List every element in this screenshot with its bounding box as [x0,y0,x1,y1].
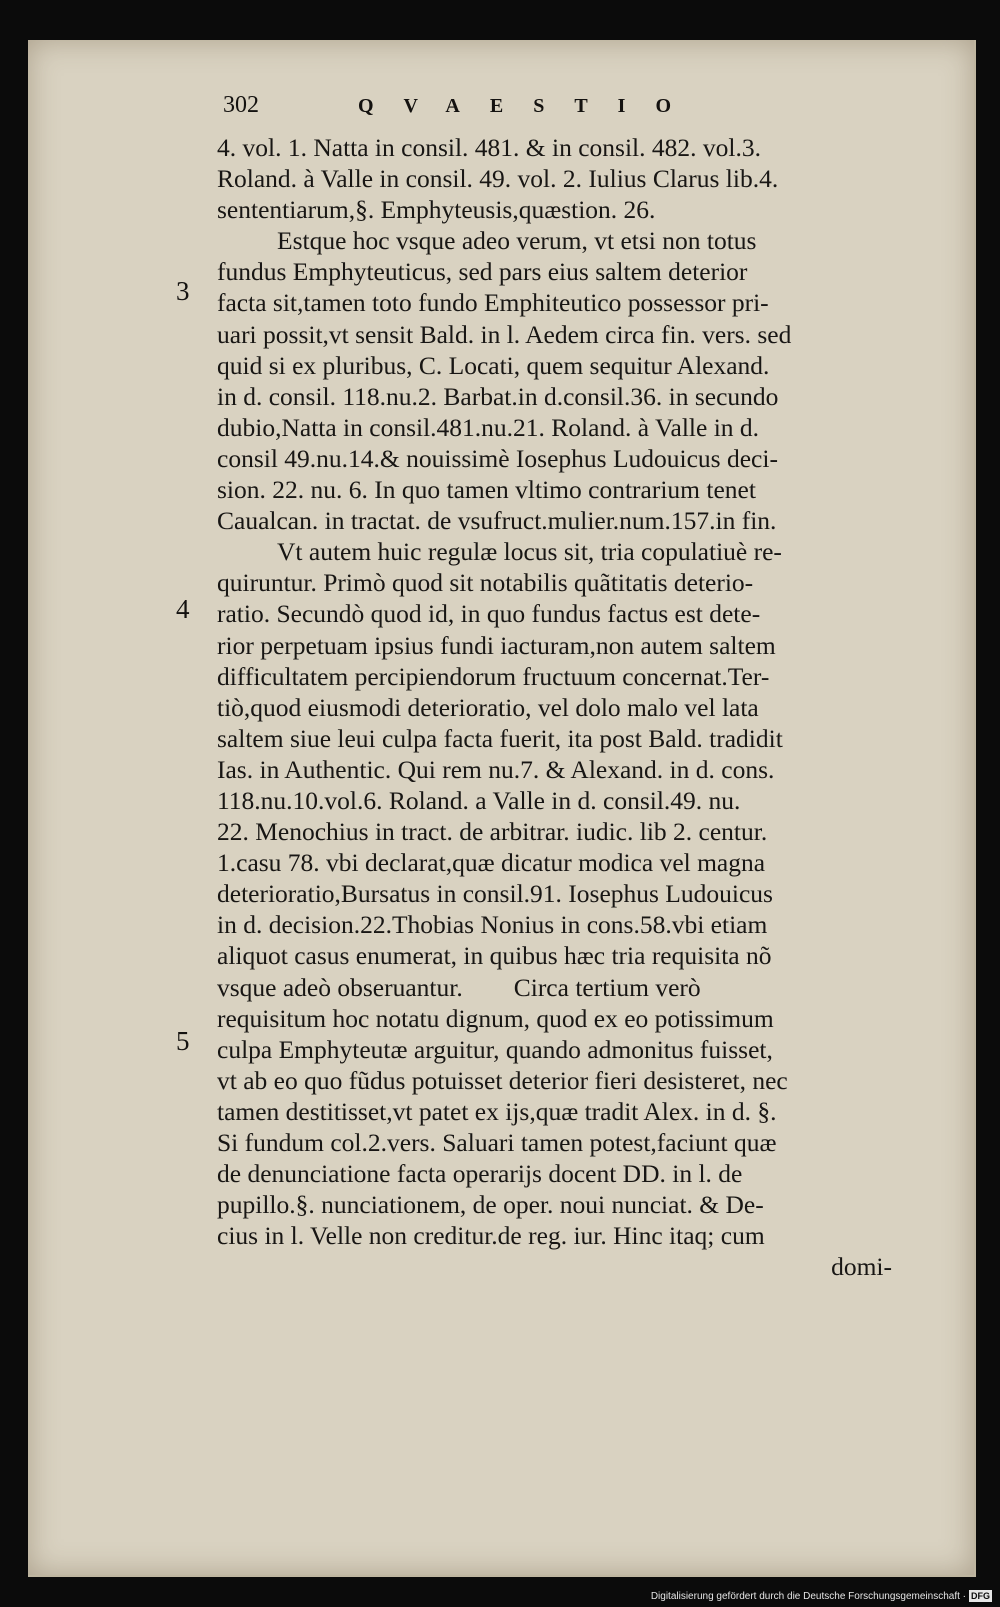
text-line: culpa Emphyteutæ arguitur, quando admonitus fuisset, [217,1034,773,1064]
text-line: Ias. in Authentic. Qui rem nu.7. & Alexand. in d. cons. [217,754,775,784]
text-line: difficultatem percipiendorum fructuum concernat.Ter- [217,661,770,691]
text-line: sententiarum,§. Emphyteusis,quæstion. 26. [217,195,656,225]
text-line: Estque hoc vsque adeo verum, vt etsi non totus [277,226,757,256]
text-line: deterioratio,Bursatus in consil.91. Iosephus Ludouicus [217,879,773,909]
text-line: facta sit,tamen toto fundo Emphiteutico possessor pri- [217,288,769,318]
margin-note-5: 5 [176,1026,190,1056]
text-line: tamen destitisset,vt patet ex ijs,quæ tradit Alex. in d. §. [217,1096,777,1126]
body-text [217,132,892,1282]
text-line: aliquot casus enumerat, in quibus hæc tria requisita nõ [217,941,772,971]
text-line: in d. decision.22.Thobias Nonius in cons.58.vbi etiam [217,910,768,940]
text-line: saltem siue leui culpa facta fuerit, ita post Bald. tradidit [217,723,783,753]
text-line: requisitum hoc notatu dignum, quod ex eo potissimum [217,1003,774,1033]
digitization-footer [651,1589,992,1603]
text-line: 4. vol. 1. Natta in consil. 481. & in consil. 482. vol.3. [217,133,761,162]
text-line: vsque adeò obseruantur. Circa tertium verò [217,972,701,1002]
text-line: 1.casu 78. vbi declarat,quæ dicatur modica vel magna [217,848,766,878]
catchword: domi- [831,1252,892,1282]
text-line: Vt autem huic regulæ locus sit, tria copulatiuè re- [277,537,782,567]
text-line: sion. 22. nu. 6. In quo tamen vltimo contrarium tenet [217,475,756,505]
footer-text: Digitalisierung gefördert durch die Deutsche Forschungsgemeinschaft · [650,1590,966,1602]
text-line: in d. consil. 118.nu.2. Barbat.in d.consil.36. in secundo [217,381,779,411]
dfg-logo: DFG [971,1591,990,1601]
margin-note-4: 4 [176,594,190,624]
margin-note-3: 3 [176,276,190,306]
text-line: uari possit,vt sensit Bald. in l. Aedem circa fin. vers. sed [217,319,792,349]
text-line: vt ab eo quo fũdus potuisset deterior fieri desisteret, nec [217,1065,788,1095]
text-line: fundus Emphyteuticus, sed pars eius saltem deterior [217,257,748,287]
text-line: de denunciatione facta operarijs docent DD. in l. de [217,1159,743,1189]
text-line: Roland. à Valle in consil. 49. vol. 2. Iulius Clarus lib.4. [217,164,779,194]
running-head: QVAESTIO [358,95,702,117]
text-line: consil 49.nu.14.& nouissimè Iosephus Ludouicus deci- [217,443,778,473]
text-line: 22. Menochius in tract. de arbitrar. iudic. lib 2. centur. [217,817,768,847]
text-line: quid si ex pluribus, C. Locati, quem sequitur Alexand. [217,350,770,380]
text-line: Caualcan. in tractat. de vsufruct.mulier.num.157.in fin. [217,506,777,536]
text-line: rior perpetuam ipsius fundi iacturam,non autem saltem [217,630,776,660]
page-number: 302 [223,92,259,118]
text-line: pupillo.§. nunciationem, de oper. noui nunciat. & De- [217,1190,764,1220]
text-line: dubio,Natta in consil.481.nu.21. Roland. à Valle in d. [217,412,760,442]
text-line: quiruntur. Primò quod sit notabilis quãtitatis deterio- [217,568,754,598]
text-line: ratio. Secundò quod id, in quo fundus factus est dete- [217,599,761,629]
text-line: tiò,quod eiusmodi deterioratio, vel dolo malo vel lata [217,692,759,722]
page-header [223,92,768,128]
text-line: Si fundum col.2.vers. Saluari tamen potest,faciunt quæ [217,1128,777,1157]
text-line: cius in l. Velle non creditur.de reg. iur. Hinc itaq; cum [217,1221,765,1251]
text-line: 118.nu.10.vol.6. Roland. a Valle in d. consil.49. nu. [217,785,741,815]
